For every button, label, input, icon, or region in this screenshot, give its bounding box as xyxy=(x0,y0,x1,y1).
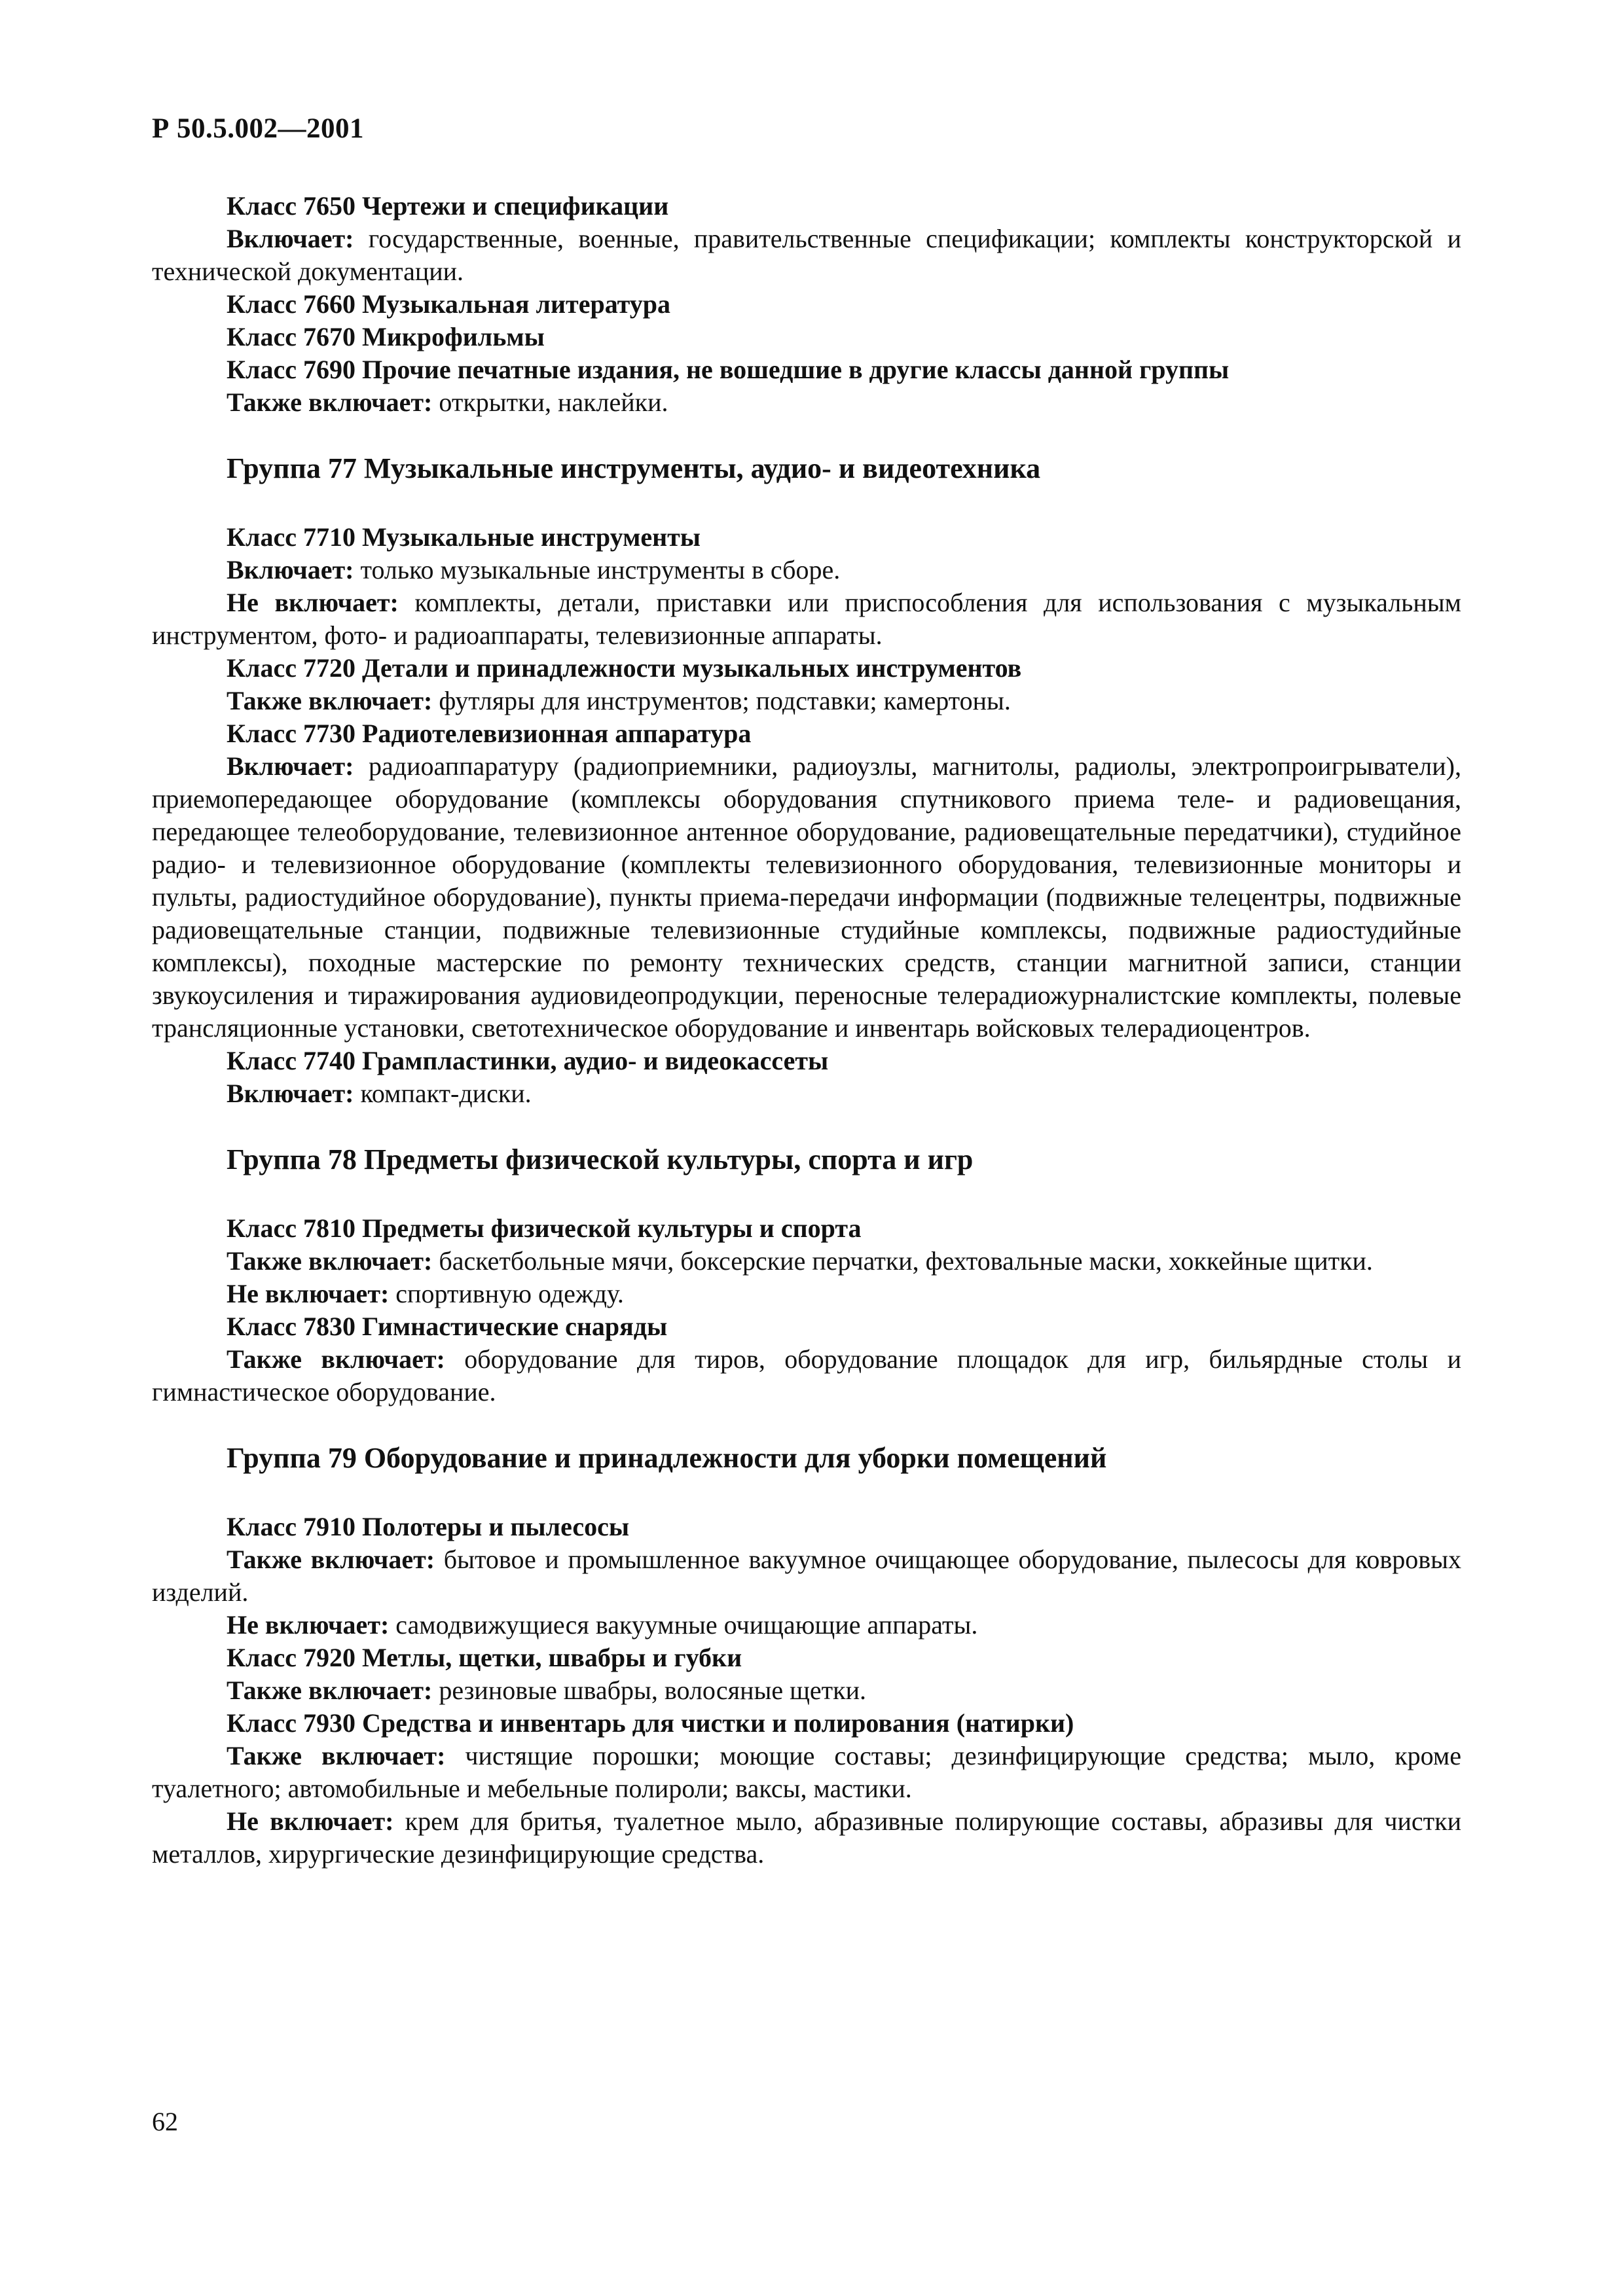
class-heading: Класс 7910 Полотеры и пылесосы xyxy=(227,1512,630,1541)
class-note xyxy=(152,554,1461,586)
note-label: Не включает: xyxy=(227,1610,390,1640)
note-label: Также включает: xyxy=(227,1246,433,1276)
group-heading: Группа 77 Музыкальные инструменты, аудио- и видеотехника xyxy=(227,452,1041,484)
class-note xyxy=(152,1674,1461,1707)
note-label: Включает: xyxy=(227,224,354,253)
note-label: Включает: xyxy=(227,751,354,781)
class-heading: Класс 7710 Музыкальные инструменты xyxy=(227,522,701,552)
class-note xyxy=(152,1343,1461,1408)
class-note xyxy=(152,1609,1461,1641)
note-label: Также включает: xyxy=(227,686,433,715)
note-text: бытовое и промышленное вакуумное очищающее оборудование, пылесосы для ковровых изделий. xyxy=(152,1545,1461,1607)
document-body xyxy=(152,190,1461,1871)
class-heading: Класс 7920 Метлы, щетки, швабры и губки xyxy=(227,1643,742,1672)
note-label: Включает: xyxy=(227,555,354,584)
class-heading: Класс 7730 Радиотелевизионная аппаратура xyxy=(227,719,752,748)
class-note xyxy=(152,1077,1461,1110)
class-note xyxy=(152,750,1461,1045)
class-note xyxy=(152,1543,1461,1609)
note-text: радиоаппаратуру (радиоприемники, радиоузлы, магнитолы, радиолы, электропроигрыватели), приемопередающее оборудование (комплексы оборудования спутникового приема теле- и радиовещания, передающее телеоборудование, телевизионное антенное оборудование, радиовещательные передатчики), студийное радио- и телевизионное оборудование (комплекты телевизионного оборудования, телевизионные мониторы и пульты, радиостудийное оборудование), пункты приема-передачи информации (подвижные телецентры, подвижные радиовещательные станции, подвижные телевизионные студийные комплексы, подвижные радиостудийные комплексы), походные мастерские по ремонту технических средств, станции магнитной записи, станции звукоусиления и тиражирования аудиовидеопродукции, переносные телерадиожурналистские комплекты, полевые трансляционные установки, светотехническое оборудование и инвентарь войсковых телерадиоцентров. xyxy=(152,751,1461,1043)
note-text: комплекты, детали, приставки или приспособления для использования с музыкальным инструментом, фото- и радиоаппараты, телевизионные аппараты. xyxy=(152,588,1461,650)
group-heading: Группа 78 Предметы физической культуры, спорта и игр xyxy=(227,1143,974,1175)
note-text: крем для бритья, туалетное мыло, абразивные полирующие составы, абразивы для чистки металлов, хирургические дезинфицирующие средства. xyxy=(152,1806,1461,1869)
note-text: оборудование для тиров, оборудование площадок для игр, бильярдные столы и гимнастическое оборудование. xyxy=(152,1344,1462,1407)
document-code: Р 50.5.002—2001 xyxy=(152,113,365,144)
group-heading: Группа 79 Оборудование и принадлежности для уборки помещений xyxy=(227,1442,1107,1474)
class-heading: Класс 7670 Микрофильмы xyxy=(227,322,545,351)
class-note xyxy=(152,1805,1461,1871)
note-label: Не включает: xyxy=(227,1806,394,1836)
class-heading: Класс 7830 Гимнастические снаряды xyxy=(227,1312,668,1341)
class-heading: Класс 7720 Детали и принадлежности музыкальных инструментов xyxy=(227,653,1022,683)
note-text: резиновые швабры, волосяные щетки. xyxy=(432,1676,866,1705)
class-note xyxy=(152,685,1461,717)
note-label: Также включает: xyxy=(227,387,433,417)
note-text: компакт-диски. xyxy=(354,1079,532,1108)
note-text: баскетбольные мячи, боксерские перчатки, фехтовальные маски, хоккейные щитки. xyxy=(432,1246,1373,1276)
class-heading: Класс 7690 Прочие печатные издания, не вошедшие в другие классы данной группы xyxy=(227,355,1230,384)
note-label: Также включает: xyxy=(227,1676,433,1705)
class-note xyxy=(152,1245,1461,1278)
class-heading: Класс 7650 Чертежи и спецификации xyxy=(227,191,669,221)
note-label: Также включает: xyxy=(227,1344,445,1374)
class-note xyxy=(152,386,1461,419)
class-note xyxy=(152,1278,1461,1310)
page-number: 62 xyxy=(152,2107,178,2136)
class-heading: Класс 7740 Грампластинки, аудио- и видеокассеты xyxy=(227,1046,829,1075)
class-note xyxy=(152,1740,1461,1805)
note-text: государственные, военные, правительственные спецификации; комплекты конструкторской и технической документации. xyxy=(152,224,1461,286)
class-heading: Класс 7660 Музыкальная литература xyxy=(227,289,671,319)
note-text: открытки, наклейки. xyxy=(432,387,668,417)
note-label: Также включает: xyxy=(227,1545,435,1574)
note-text: самодвижущиеся вакуумные очищающие аппараты. xyxy=(389,1610,978,1640)
note-label: Не включает: xyxy=(227,588,399,617)
class-heading: Класс 7810 Предметы физической культуры и спорта xyxy=(227,1213,862,1243)
note-label: Также включает: xyxy=(227,1741,446,1770)
note-label: Включает: xyxy=(227,1079,354,1108)
note-label: Не включает: xyxy=(227,1279,390,1308)
class-heading: Класс 7930 Средства и инвентарь для чистки и полирования (натирки) xyxy=(227,1708,1074,1738)
note-text: спортивную одежду. xyxy=(389,1279,624,1308)
note-text: чистящие порошки; моющие составы; дезинфицирующие средства; мыло, кроме туалетного; автомобильные и мебельные полироли; ваксы, мастики. xyxy=(152,1741,1461,1803)
note-text: футляры для инструментов; подставки; камертоны. xyxy=(432,686,1011,715)
class-note xyxy=(152,223,1461,288)
note-text: только музыкальные инструменты в сборе. xyxy=(354,555,841,584)
class-note xyxy=(152,586,1461,652)
